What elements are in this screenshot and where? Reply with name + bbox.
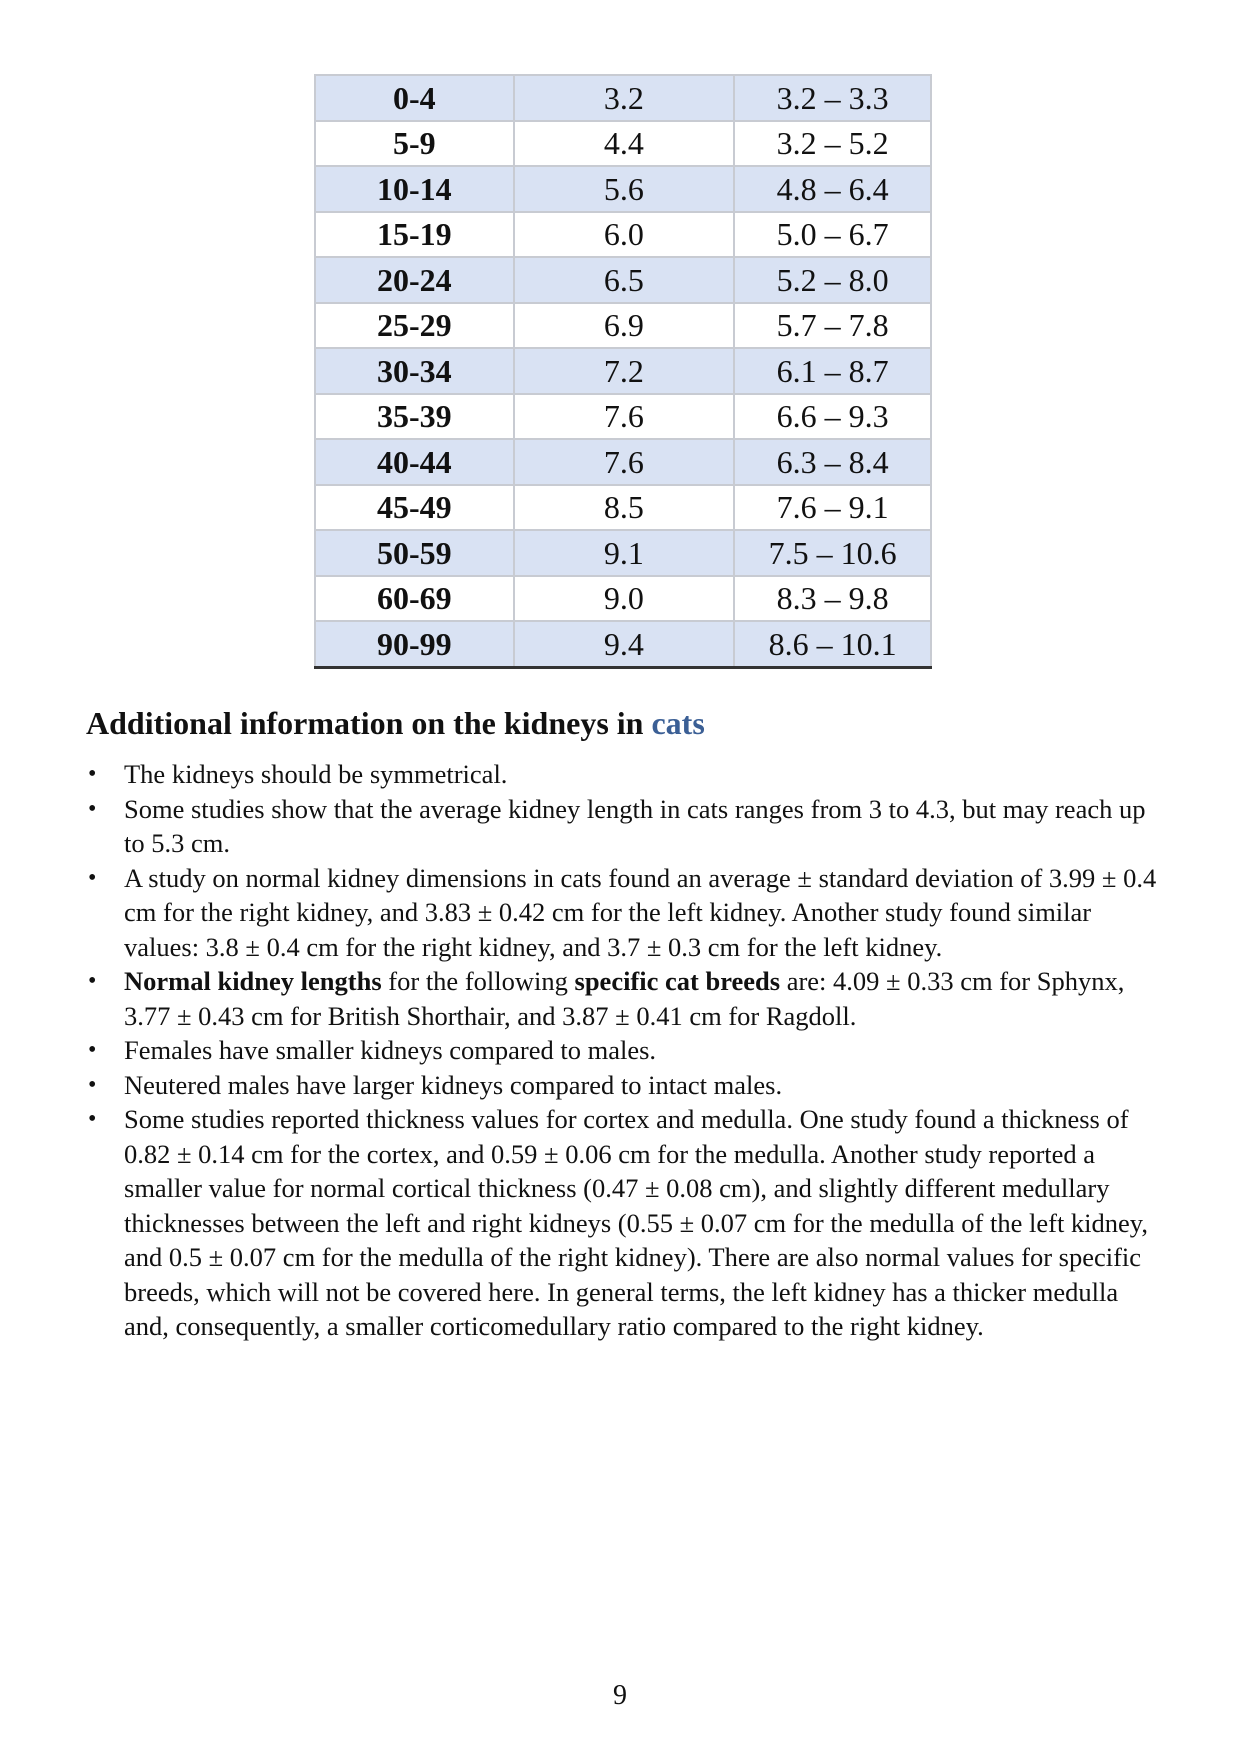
mean-cell: 9.0 <box>514 576 734 622</box>
bullet-icon: • <box>88 795 97 822</box>
list-item-text: The kidneys should be symmetrical. <box>124 759 508 789</box>
mean-cell: 4.4 <box>514 121 734 167</box>
mean-cell: 7.6 <box>514 439 734 485</box>
range-cell: 8.3 – 9.8 <box>734 576 931 622</box>
range-cell: 6.3 – 8.4 <box>734 439 931 485</box>
age-cell: 20-24 <box>315 257 514 303</box>
table-row <box>315 166 931 212</box>
heading-text: Additional information on the kidneys in <box>86 705 652 741</box>
range-cell: 7.5 – 10.6 <box>734 530 931 576</box>
bullet-icon: • <box>88 761 97 787</box>
age-cell: 35-39 <box>315 394 514 440</box>
list-item-text: Neutered males have larger kidneys compared to intact males. <box>124 1069 783 1100</box>
mean-cell: 6.0 <box>514 212 734 258</box>
age-cell: 10-14 <box>315 166 514 212</box>
range-cell: 4.8 – 6.4 <box>734 166 931 212</box>
table-row <box>315 439 931 485</box>
table-row <box>315 530 931 576</box>
mean-cell: 7.2 <box>514 348 734 394</box>
age-cell: 15-19 <box>315 212 514 258</box>
list-item-text: Some studies show that the average kidney length in cats ranges from 3 to 4.3, but may reach up to 5.3 cm. <box>124 793 1146 858</box>
age-cell: 50-59 <box>315 530 514 576</box>
list-item-text: for the following <box>381 966 575 996</box>
range-cell: 5.2 – 8.0 <box>734 257 931 303</box>
age-cell: 30-34 <box>315 348 514 394</box>
section-heading <box>86 704 705 742</box>
table-row <box>315 303 931 349</box>
range-cell: 6.6 – 9.3 <box>734 394 931 440</box>
table-row <box>315 75 931 121</box>
list-item <box>88 1102 1158 1344</box>
bold-text: specific cat breeds <box>574 966 781 996</box>
range-cell: 6.1 – 8.7 <box>734 348 931 394</box>
mean-cell: 3.2 <box>514 75 734 121</box>
age-cell: 5-9 <box>315 121 514 167</box>
heading-link-cats[interactable]: cats <box>651 705 705 741</box>
list-item <box>88 964 1158 1033</box>
mean-cell: 5.6 <box>514 166 734 212</box>
mean-cell: 8.5 <box>514 485 734 531</box>
age-cell: 25-29 <box>315 303 514 349</box>
kidney-length-table <box>314 74 932 669</box>
list-item-text: are: 4.09 ± 0.33 cm for Sphynx, 3.77 ± 0.43 cm for British Shorthair, and 3.87 ± 0.41 cm for Ragdoll. <box>124 966 1125 1031</box>
table-row <box>315 576 931 622</box>
bold-text: Normal kidney lengths <box>124 966 382 996</box>
table-row <box>315 394 931 440</box>
range-cell: 5.7 – 7.8 <box>734 303 931 349</box>
bullet-icon: • <box>88 1037 97 1063</box>
range-cell: 5.0 – 6.7 <box>734 212 931 258</box>
list-item <box>88 1033 1158 1068</box>
table-row <box>315 257 931 303</box>
table-body <box>315 75 931 667</box>
age-cell: 90-99 <box>315 621 514 667</box>
age-cell: 0-4 <box>315 75 514 121</box>
mean-cell: 9.4 <box>514 621 734 667</box>
page-number: 9 <box>613 1680 627 1711</box>
mean-cell: 7.6 <box>514 394 734 440</box>
list-item <box>88 792 1158 861</box>
list-item-text: Some studies reported thickness values for cortex and medulla. One study found a thickness of 0.82 ± 0.14 cm for the cortex, and 0.59 ± 0.06 cm for the medulla. Another study reported a smaller value for normal cortical thickness (0.47 ± 0.08 cm), and slightly different medullary thicknesses between the left and right kidneys (0.55 ± 0.07 cm for the medulla of the left kidney, and 0.5 ± 0.07 cm for the medulla of the right kidney). There are also normal values for specific breeds, which will not be covered here. In general terms, the left kidney has a thicker medulla and, consequently, a smaller corticomedullary ratio compared to the right kidney. <box>124 1104 1148 1341</box>
table-row <box>315 485 931 531</box>
range-cell: 8.6 – 10.1 <box>734 621 931 667</box>
mean-cell: 6.5 <box>514 257 734 303</box>
bullet-icon: • <box>88 1106 97 1132</box>
mean-cell: 6.9 <box>514 303 734 349</box>
table-row <box>315 212 931 258</box>
range-cell: 3.2 – 3.3 <box>734 75 931 121</box>
list-item <box>88 757 1158 792</box>
mean-cell: 9.1 <box>514 530 734 576</box>
age-cell: 40-44 <box>315 439 514 485</box>
age-cell: 60-69 <box>315 576 514 622</box>
table-row <box>315 621 931 667</box>
bullet-icon: • <box>88 864 97 891</box>
range-cell: 7.6 – 9.1 <box>734 485 931 531</box>
age-cell: 45-49 <box>315 485 514 531</box>
list-item-text: A study on normal kidney dimensions in cats found an average ± standard deviation of 3.99 ± 0.4 cm for the right kidney, and 3.83 ± 0.42 cm for the left kidney. Another study found similar values: 3.8 ± 0.4 cm for the right kidney, and 3.7 ± 0.3 cm for the left kidney. <box>124 862 1157 962</box>
table-row <box>315 348 931 394</box>
list-item <box>88 861 1158 965</box>
list-item-text: Females have smaller kidneys compared to males. <box>124 1035 657 1065</box>
range-cell: 3.2 – 5.2 <box>734 121 931 167</box>
info-bullet-list <box>88 757 1158 1344</box>
bullet-icon: • <box>88 1071 97 1098</box>
list-item <box>88 1068 1158 1103</box>
table-row <box>315 121 931 167</box>
bullet-icon: • <box>88 968 97 994</box>
